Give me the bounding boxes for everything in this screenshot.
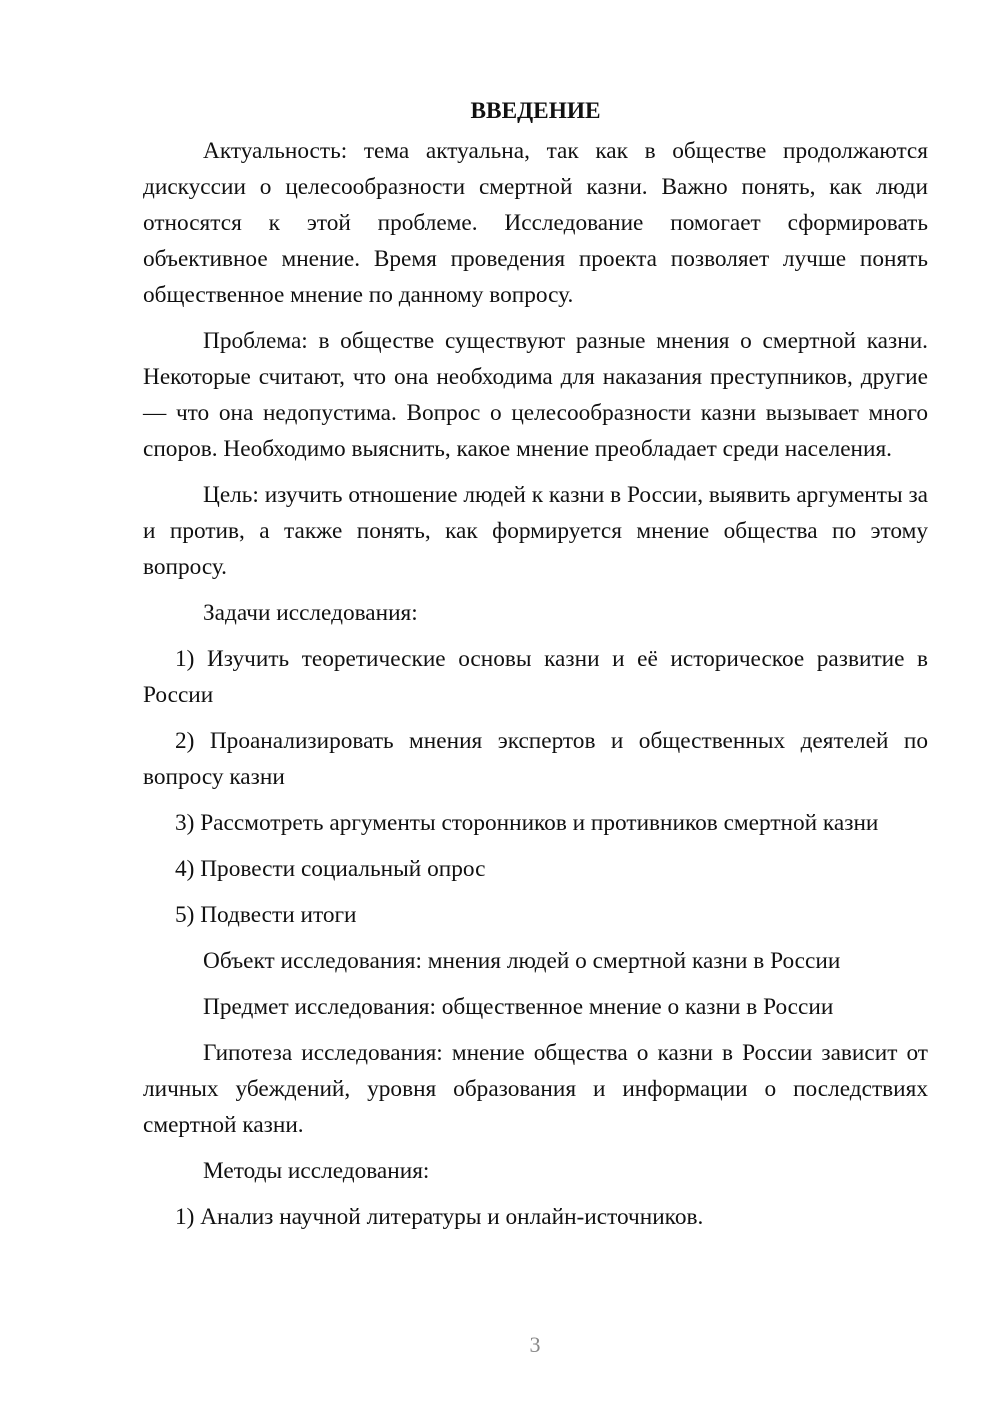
tasks-heading: Задачи исследования: (203, 600, 418, 626)
hypothesis-paragraph: Гипотеза исследования: мнение общества о казни в России зависит от личных убеждений, уровня образования и информации о последствиях смертной казни. (143, 1040, 928, 1138)
task-item-2: 2) Проанализировать мнения экспертов и общественных деятелей по вопросу казни (143, 728, 928, 790)
task-item-1: 1) Изучить теоретические основы казни и её историческое развитие в России (143, 646, 928, 708)
research-object: Объект исследования: мнения людей о смертной казни в России (203, 948, 841, 974)
page-content (143, 93, 928, 1245)
task-item-3: 3) Рассмотреть аргументы сторонников и противников смертной казни (175, 810, 879, 836)
methods-heading: Методы исследования: (203, 1158, 430, 1184)
task-item-4: 4) Провести социальный опрос (175, 856, 486, 882)
relevance-paragraph: Актуальность: тема актуальна, так как в обществе продолжаются дискуссии о целесообразности смертной казни. Важно понять, как люди относятся к этой проблеме. Исследование помогает сформировать объективное мнение. Время проведения проекта позволяет лучше понять общественное мнение по данному вопросу. (143, 138, 928, 308)
problem-paragraph: Проблема: в обществе существуют разные мнения о смертной казни. Некоторые считают, что она необходима для наказания преступников, другие — что она недопустима. Вопрос о целесообразности казни вызывает много споров. Необходимо выяснить, какое мнение преобладает среди населения. (143, 328, 928, 462)
page-title: ВВЕДЕНИЕ (470, 98, 601, 124)
goal-paragraph: Цель: изучить отношение людей к казни в России, выявить аргументы за и против, а также понять, как формируется мнение общества по этому вопросу. (143, 482, 928, 580)
method-item-1: 1) Анализ научной литературы и онлайн-источников. (175, 1204, 704, 1230)
research-subject: Предмет исследования: общественное мнение о казни в России (203, 994, 834, 1020)
task-item-5: 5) Подвести итоги (175, 902, 357, 928)
page-number: 3 (529, 1332, 541, 1357)
